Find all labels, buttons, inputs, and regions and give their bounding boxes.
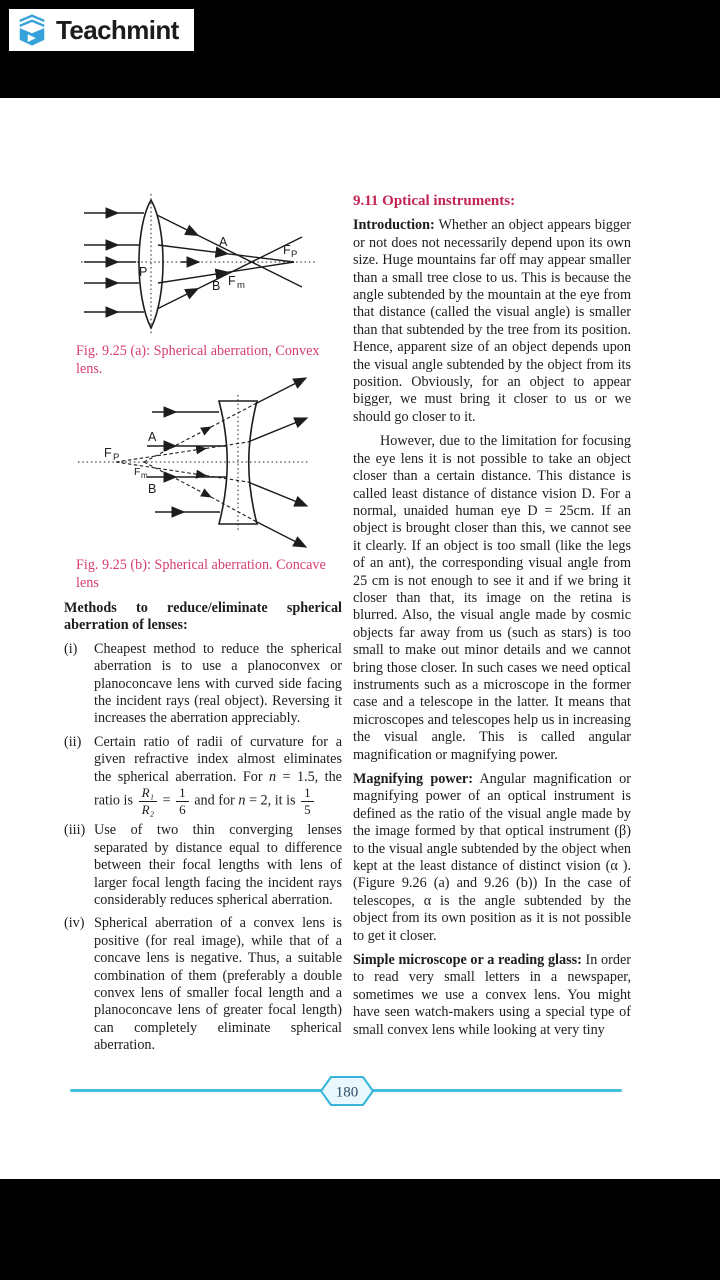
item-text: and for [190,792,239,809]
fig-a-label-Fp: F [283,243,291,257]
right-column [353,193,631,1046]
paragraph-however [353,433,631,764]
fig-b-label-A: A [148,430,157,444]
fig-a-label-P: P [139,265,148,279]
item-text: Cheapest method to reduce the spherical aberration is to use a planoconvex or planoconcave lens with curved side facing the incident rays (real object). Reversing it increases the aberration appreciably. [94,640,342,727]
item-text: Spherical aberration of a convex lens is positive (for real image), while that of a concave lens is negative. Thus, a suitable combination of them (preferably a double convex lens of smaller focal length and a planoconcave lens of greater focal length) can completely eliminate spherical aberration. [94,915,342,1054]
equals-sign: = [162,792,171,809]
fraction-1-6 [176,786,189,816]
item-text: Certain ratio of radii of curvature for a given refractive index almost eliminates the spherical aberration. For [94,733,342,785]
paragraph-text: In order to read very small letters in a newspaper, sometimes we use a convex lens. You might have seen watch-makers using a special type of small convex lens while looking at very tiny [353,952,631,1038]
fraction-r1-r2 [139,786,157,816]
list-item-ii [64,734,342,817]
left-column [64,190,342,1061]
section-heading: 9.11 Optical instruments: [353,193,516,209]
var-n: n [238,792,246,809]
teachmint-logo [9,9,194,51]
item-text: Use of two thin converging lenses separated by distance equal to difference between their focal lengths with lens of larger focal length facing the incident rays considerably reduces spherical aberration. [94,822,342,908]
fig-b-label-Fm: F [134,466,141,478]
paragraph-lead: Introduction: [353,217,435,234]
brand-name: Teachmint [56,14,179,45]
fraction-denominator: 6 [179,801,186,817]
list-item-iv [64,915,342,1054]
fraction-numerator: R₁ [139,786,157,802]
paragraph-simple-microscope [353,952,631,1039]
var-n: n [269,768,277,785]
fraction-denominator: R₂ [141,801,155,817]
app-header [0,0,720,98]
page-number: 180 [335,1084,359,1101]
figure-b-caption: Fig. 9.25 (b): Spherical aberration. Concave lens [76,557,326,591]
paragraph-text: Angular magnification or magnifying power of an optical instrument is defined as the ratio of the visual angle made by the image formed by that optical instrument (β) to the visual angle subtended by the object when kept at the least distance of distinct vision (α ). (Figure 9.26 (a) and 9.26 (b)) In the case of telescopes, α is the angle subtended by the object from its own position as it is not possible to get it closer. [353,771,631,944]
fraction-denominator: 5 [304,801,311,817]
fig-a-label-Fp-sub: P [291,249,298,260]
fraction-numerator: 1 [176,786,189,802]
fraction-1-5 [301,786,314,816]
paragraph-lead: Magnifying power: [353,771,473,787]
figure-convex-lens-aberration [78,190,343,340]
item-marker: (iv) [64,915,85,932]
item-text: = 2, it is [245,792,300,809]
document-page[interactable] [0,98,720,1179]
paragraph-text: However, due to the limitation for focusing the eye lens it is not possible to take an object closer than a certain distance. This distance is called least distance of distance vision D. For a normal, unaided human eye D = 25cm. If an object is brought closer than this, we cannot see it clearly. If an object is too small (like the legs of an ant), the corresponding visual angle from 25 cm is not enough to see it and if we bring it closer than that, its image on the retina is blurred. Also, the visual angle made by cosmic objects far away from us (such as stars) is too small to make out minor details and we cannot bring those closer. In such cases we need optical instruments such as a microscope in the former case and a telescope in the latter. It means that microscopes and telescopes help us in increasing the visual angle. This is called angular magnification or magnifying power. [353,433,631,763]
fig-b-label-Fp: F [104,446,112,460]
fraction-numerator: 1 [301,786,314,802]
list-item-i [64,641,342,728]
bottom-bar [0,1179,720,1280]
methods-heading: Methods to reduce/eliminate spherical aberration of lenses: [64,600,342,634]
list-item-iii [64,822,342,909]
item-marker: (iii) [64,822,86,839]
teachmint-book-icon [15,13,49,47]
fig-a-label-Fm: F [228,274,236,288]
page-number-badge [319,1075,375,1107]
fig-b-label-Fp-sub: P [113,452,120,463]
item-text: = 1.5, the ratio is [94,768,342,809]
fig-a-label-A: A [219,235,228,249]
fig-a-label-B: B [212,279,221,293]
figure-a-caption: Fig. 9.25 (a): Spherical aberration, Convex lens. [76,343,320,377]
item-marker: (ii) [64,733,82,750]
paragraph-introduction [353,217,631,426]
paragraph-magnifying-power [353,771,631,945]
paragraph-text: Whether an object appears bigger or not does not necessarily depend upon its own size. Huge mountains far off may appear smaller than a small tree close to us. This is because the angle subtended by the mountain at the eye from that distance (called the visual angle) is smaller than that subtended by the tree from its position. Hence, apparent size of an object depends upon the visual angle subtended by the object from its position. Obviously, for an object to appear bigger, we must bring it closer to us or we should go closer to it. [353,217,631,425]
fig-b-label-B: B [148,482,157,496]
fig-b-label-Fm-sub: m [141,471,148,480]
fig-a-label-Fm-sub: m [237,280,245,291]
figure-concave-lens-aberration [76,372,316,572]
paragraph-lead: Simple microscope or a reading glass: [353,952,582,969]
item-marker: (i) [64,640,78,657]
